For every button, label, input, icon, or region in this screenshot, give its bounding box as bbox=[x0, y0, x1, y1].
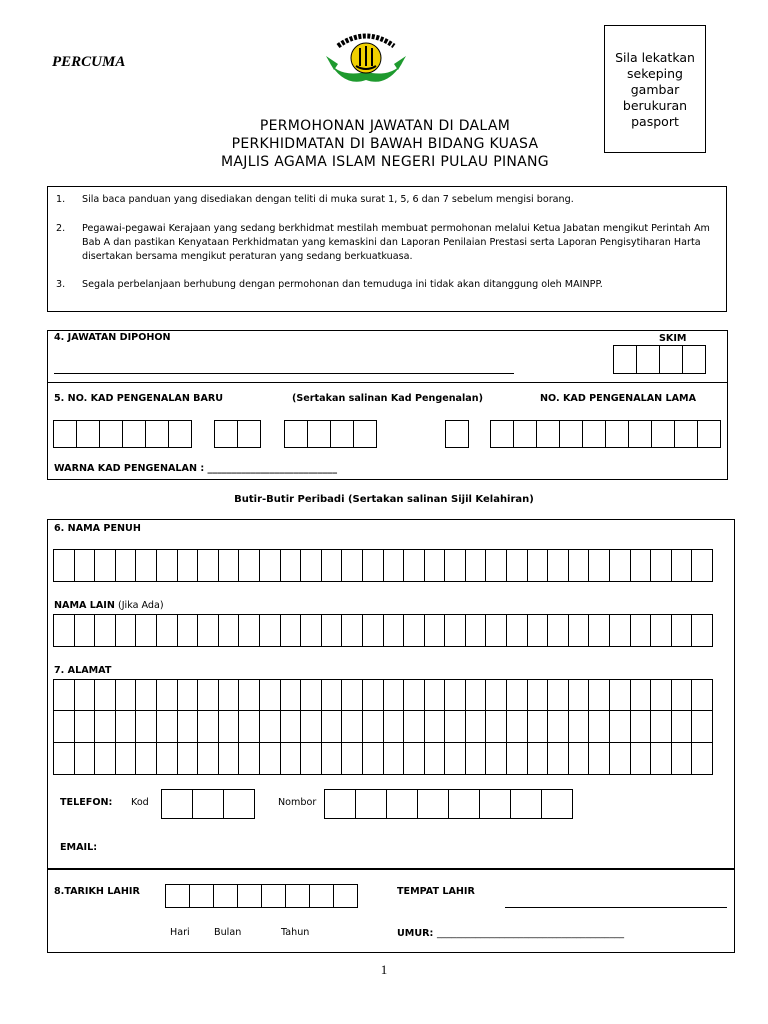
char-box[interactable] bbox=[691, 549, 713, 582]
char-box[interactable] bbox=[261, 884, 286, 908]
job-applied-input[interactable] bbox=[54, 373, 514, 374]
job-applied-label: 4. JAWATAN DIPOHON bbox=[54, 332, 171, 343]
instruction-item bbox=[56, 193, 716, 207]
char-box[interactable] bbox=[321, 549, 343, 582]
char-box[interactable] bbox=[168, 420, 192, 448]
char-box[interactable] bbox=[280, 710, 302, 743]
char-box[interactable] bbox=[403, 614, 425, 647]
char-box[interactable] bbox=[177, 549, 199, 582]
char-box[interactable] bbox=[691, 679, 713, 711]
char-box[interactable] bbox=[353, 420, 377, 448]
char-box[interactable] bbox=[237, 884, 262, 908]
char-box[interactable] bbox=[307, 420, 331, 448]
char-box[interactable] bbox=[510, 789, 542, 819]
char-box[interactable] bbox=[650, 614, 672, 647]
char-box[interactable] bbox=[465, 549, 487, 582]
char-box[interactable] bbox=[238, 679, 260, 711]
char-box[interactable] bbox=[506, 742, 528, 775]
char-box[interactable] bbox=[485, 710, 507, 743]
char-box[interactable] bbox=[238, 549, 260, 582]
char-box[interactable] bbox=[465, 679, 487, 711]
birth-date-label: 8.TARIKH LAHIR bbox=[54, 886, 140, 897]
form-title-line: PERMOHONAN JAWATAN DI DALAM bbox=[259, 118, 511, 134]
char-box[interactable] bbox=[115, 710, 137, 743]
char-box[interactable] bbox=[135, 679, 157, 711]
char-box[interactable] bbox=[218, 742, 240, 775]
char-box[interactable] bbox=[485, 679, 507, 711]
char-box[interactable] bbox=[444, 614, 466, 647]
ic-color-field[interactable]: WARNA KAD PENGENALAN : ___________________________ bbox=[54, 463, 338, 474]
char-box[interactable] bbox=[671, 549, 693, 582]
char-box[interactable] bbox=[403, 549, 425, 582]
char-box[interactable] bbox=[280, 549, 302, 582]
char-box[interactable] bbox=[386, 789, 418, 819]
char-box[interactable] bbox=[547, 549, 569, 582]
char-box[interactable] bbox=[630, 742, 652, 775]
char-box[interactable] bbox=[284, 420, 308, 448]
char-box[interactable] bbox=[630, 710, 652, 743]
char-box[interactable] bbox=[259, 679, 281, 711]
char-box[interactable] bbox=[541, 789, 573, 819]
old-ic-boxes[interactable] bbox=[490, 420, 720, 448]
phone-number-boxes[interactable] bbox=[324, 789, 572, 819]
mainpp-logo bbox=[324, 26, 408, 92]
char-box[interactable] bbox=[547, 679, 569, 711]
char-box[interactable] bbox=[682, 345, 706, 374]
char-box[interactable] bbox=[547, 742, 569, 775]
full-name-boxes[interactable] bbox=[53, 549, 712, 582]
char-box[interactable] bbox=[330, 420, 354, 448]
new-ic-boxes-3[interactable] bbox=[284, 420, 376, 448]
char-box[interactable] bbox=[324, 789, 356, 819]
photo-instruction-line: gambar bbox=[630, 82, 680, 97]
char-box[interactable] bbox=[424, 742, 446, 775]
char-box[interactable] bbox=[161, 789, 193, 819]
email-label: EMAIL: bbox=[60, 842, 98, 853]
char-box[interactable] bbox=[568, 614, 590, 647]
photo-instruction-line: sekeping bbox=[627, 66, 683, 81]
char-box[interactable] bbox=[527, 742, 549, 775]
char-box[interactable] bbox=[547, 614, 569, 647]
char-box[interactable] bbox=[691, 710, 713, 743]
char-box[interactable] bbox=[588, 710, 610, 743]
char-box[interactable] bbox=[424, 710, 446, 743]
char-box[interactable] bbox=[465, 710, 487, 743]
char-box[interactable] bbox=[671, 742, 693, 775]
char-box[interactable] bbox=[74, 710, 96, 743]
char-box[interactable] bbox=[115, 614, 137, 647]
char-box[interactable] bbox=[650, 679, 672, 711]
char-box[interactable] bbox=[321, 614, 343, 647]
char-box[interactable] bbox=[424, 549, 446, 582]
char-box[interactable] bbox=[362, 742, 384, 775]
char-box[interactable] bbox=[135, 549, 157, 582]
ic-copy-note: (Sertakan salinan Kad Pengenalan) bbox=[292, 393, 483, 404]
char-box[interactable] bbox=[609, 614, 631, 647]
photo-instruction-line: pasport bbox=[631, 114, 679, 129]
other-name-label bbox=[54, 600, 164, 611]
char-box[interactable] bbox=[362, 710, 384, 743]
char-box[interactable] bbox=[568, 679, 590, 711]
char-box[interactable] bbox=[691, 614, 713, 647]
phone-label: TELEFON: bbox=[60, 797, 113, 808]
skim-label: SKIM bbox=[659, 333, 687, 344]
char-box[interactable] bbox=[213, 884, 238, 908]
char-box[interactable] bbox=[568, 742, 590, 775]
char-box[interactable] bbox=[424, 614, 446, 647]
char-box[interactable] bbox=[74, 549, 96, 582]
char-box[interactable] bbox=[527, 710, 549, 743]
char-box[interactable] bbox=[197, 614, 219, 647]
char-box[interactable] bbox=[189, 884, 214, 908]
age-input[interactable]: _______________________________________ bbox=[437, 928, 625, 939]
char-box[interactable] bbox=[588, 549, 610, 582]
char-box[interactable] bbox=[588, 614, 610, 647]
char-box[interactable] bbox=[238, 710, 260, 743]
char-box[interactable] bbox=[214, 420, 238, 448]
char-box[interactable] bbox=[659, 345, 683, 374]
instruction-number: 1. bbox=[56, 194, 66, 205]
char-box[interactable] bbox=[362, 679, 384, 711]
char-box[interactable] bbox=[94, 614, 116, 647]
char-box[interactable] bbox=[485, 614, 507, 647]
char-box[interactable] bbox=[609, 710, 631, 743]
char-box[interactable] bbox=[403, 710, 425, 743]
divider bbox=[47, 382, 728, 383]
char-box[interactable] bbox=[94, 710, 116, 743]
char-box[interactable] bbox=[527, 549, 549, 582]
char-box[interactable] bbox=[177, 710, 199, 743]
char-box[interactable] bbox=[300, 710, 322, 743]
char-box[interactable] bbox=[636, 345, 660, 374]
instruction-item bbox=[56, 278, 716, 292]
instructions-box bbox=[47, 186, 727, 312]
char-box[interactable] bbox=[115, 742, 137, 775]
char-box[interactable] bbox=[94, 742, 116, 775]
char-box[interactable] bbox=[650, 549, 672, 582]
char-box[interactable] bbox=[444, 549, 466, 582]
char-box[interactable] bbox=[197, 549, 219, 582]
char-box[interactable] bbox=[53, 679, 75, 711]
month-label: Bulan bbox=[214, 927, 242, 938]
char-box[interactable] bbox=[355, 789, 387, 819]
char-box[interactable] bbox=[94, 549, 116, 582]
char-box[interactable] bbox=[671, 614, 693, 647]
old-ic-label: NO. KAD PENGENALAN LAMA bbox=[540, 393, 697, 404]
char-box[interactable] bbox=[53, 742, 75, 775]
char-box[interactable] bbox=[74, 614, 96, 647]
char-box[interactable] bbox=[259, 614, 281, 647]
old-ic-prefix-box[interactable] bbox=[445, 420, 468, 448]
phone-number-label: Nombor bbox=[278, 797, 317, 808]
char-box[interactable] bbox=[341, 614, 363, 647]
address-boxes-row-1[interactable] bbox=[53, 679, 712, 711]
char-box[interactable] bbox=[321, 679, 343, 711]
char-box[interactable] bbox=[218, 549, 240, 582]
char-box[interactable] bbox=[568, 549, 590, 582]
instruction-item bbox=[56, 222, 716, 264]
char-box[interactable] bbox=[674, 420, 698, 448]
other-name-boxes[interactable] bbox=[53, 614, 712, 647]
birth-section bbox=[47, 869, 735, 953]
char-box[interactable] bbox=[122, 420, 146, 448]
year-label: Tahun bbox=[281, 927, 310, 938]
char-box[interactable] bbox=[177, 742, 199, 775]
char-box[interactable] bbox=[444, 710, 466, 743]
page-number: 1 bbox=[380, 962, 388, 977]
char-box[interactable] bbox=[691, 742, 713, 775]
char-box[interactable] bbox=[321, 710, 343, 743]
char-box[interactable] bbox=[300, 614, 322, 647]
char-box[interactable] bbox=[536, 420, 560, 448]
photo-instruction-line: berukuran bbox=[622, 98, 688, 113]
char-box[interactable] bbox=[341, 710, 363, 743]
instruction-text: Sila baca panduan yang disediakan dengan teliti di muka surat 1, 5, 6 dan 7 sebelum mengisi borang. bbox=[82, 194, 574, 205]
char-box[interactable] bbox=[218, 710, 240, 743]
char-box[interactable] bbox=[448, 789, 480, 819]
skim-boxes[interactable] bbox=[613, 345, 705, 374]
char-box[interactable] bbox=[53, 549, 75, 582]
full-name-label: 6. NAMA PENUH bbox=[54, 523, 141, 534]
char-box[interactable] bbox=[165, 884, 190, 908]
char-box[interactable] bbox=[582, 420, 606, 448]
day-label: Hari bbox=[170, 927, 190, 938]
form-title-line: PERKHIDMATAN DI BAWAH BIDANG KUASA bbox=[231, 136, 539, 152]
char-box[interactable] bbox=[383, 742, 405, 775]
char-box[interactable] bbox=[135, 614, 157, 647]
char-box[interactable] bbox=[485, 549, 507, 582]
char-box[interactable] bbox=[177, 614, 199, 647]
char-box[interactable] bbox=[609, 679, 631, 711]
char-box[interactable] bbox=[444, 742, 466, 775]
char-box[interactable] bbox=[362, 549, 384, 582]
char-box[interactable] bbox=[333, 884, 358, 908]
char-box[interactable] bbox=[53, 420, 77, 448]
char-box[interactable] bbox=[513, 420, 537, 448]
address-label: 7. ALAMAT bbox=[54, 665, 112, 676]
char-box[interactable] bbox=[630, 549, 652, 582]
char-box[interactable] bbox=[383, 679, 405, 711]
char-box[interactable] bbox=[506, 614, 528, 647]
char-box[interactable] bbox=[309, 884, 334, 908]
char-box[interactable] bbox=[588, 742, 610, 775]
char-box[interactable] bbox=[547, 710, 569, 743]
char-box[interactable] bbox=[259, 549, 281, 582]
char-box[interactable] bbox=[300, 679, 322, 711]
char-box[interactable] bbox=[156, 742, 178, 775]
char-box[interactable] bbox=[630, 614, 652, 647]
char-box[interactable] bbox=[341, 742, 363, 775]
char-box[interactable] bbox=[613, 345, 637, 374]
char-box[interactable] bbox=[527, 614, 549, 647]
new-ic-boxes-1[interactable] bbox=[53, 420, 191, 448]
char-box[interactable] bbox=[238, 742, 260, 775]
char-box[interactable] bbox=[218, 614, 240, 647]
char-box[interactable] bbox=[285, 884, 310, 908]
char-box[interactable] bbox=[300, 742, 322, 775]
char-box[interactable] bbox=[465, 614, 487, 647]
char-box[interactable] bbox=[74, 742, 96, 775]
char-box[interactable] bbox=[321, 742, 343, 775]
char-box[interactable] bbox=[115, 679, 137, 711]
char-box[interactable] bbox=[237, 420, 261, 448]
char-box[interactable] bbox=[192, 789, 224, 819]
char-box[interactable] bbox=[490, 420, 514, 448]
char-box[interactable] bbox=[99, 420, 123, 448]
address-boxes-row-2[interactable] bbox=[53, 710, 712, 743]
char-box[interactable] bbox=[197, 742, 219, 775]
area-code-boxes[interactable] bbox=[161, 789, 254, 819]
other-name-text: NAMA LAIN bbox=[54, 600, 115, 611]
char-box[interactable] bbox=[609, 549, 631, 582]
char-box[interactable] bbox=[527, 679, 549, 711]
char-box[interactable] bbox=[479, 789, 511, 819]
char-box[interactable] bbox=[671, 710, 693, 743]
char-box[interactable] bbox=[650, 742, 672, 775]
char-box[interactable] bbox=[177, 679, 199, 711]
other-name-note: (Jika Ada) bbox=[114, 600, 164, 611]
instruction-number: 3. bbox=[56, 279, 66, 290]
photo-instruction-line: Sila lekatkan bbox=[615, 50, 695, 65]
char-box[interactable] bbox=[197, 710, 219, 743]
char-box[interactable] bbox=[559, 420, 583, 448]
char-box[interactable] bbox=[506, 549, 528, 582]
char-box[interactable] bbox=[280, 679, 302, 711]
char-box[interactable] bbox=[341, 679, 363, 711]
char-box[interactable] bbox=[671, 679, 693, 711]
char-box[interactable] bbox=[628, 420, 652, 448]
char-box[interactable] bbox=[445, 420, 469, 448]
personal-details-heading: Butir-Butir Peribadi (Sertakan salinan Sijil Kelahiran) bbox=[234, 494, 534, 505]
char-box[interactable] bbox=[383, 549, 405, 582]
form-title-line: MAJLIS AGAMA ISLAM NEGERI PULAU PINANG bbox=[221, 154, 549, 170]
char-box[interactable] bbox=[630, 679, 652, 711]
char-box[interactable] bbox=[465, 742, 487, 775]
instruction-text: Segala perbelanjaan berhubung dengan permohonan dan temuduga ini tidak akan ditanggung oleh MAINPP. bbox=[82, 279, 603, 290]
free-label: PERCUMA bbox=[52, 54, 126, 70]
char-box[interactable] bbox=[383, 710, 405, 743]
char-box[interactable] bbox=[403, 742, 425, 775]
char-box[interactable] bbox=[135, 742, 157, 775]
new-ic-label: 5. NO. KAD PENGENALAN BARU bbox=[54, 393, 224, 404]
char-box[interactable] bbox=[605, 420, 629, 448]
char-box[interactable] bbox=[383, 614, 405, 647]
char-box[interactable] bbox=[424, 679, 446, 711]
char-box[interactable] bbox=[362, 614, 384, 647]
char-box[interactable] bbox=[506, 679, 528, 711]
char-box[interactable] bbox=[156, 549, 178, 582]
char-box[interactable] bbox=[145, 420, 169, 448]
char-box[interactable] bbox=[341, 549, 363, 582]
char-box[interactable] bbox=[609, 742, 631, 775]
char-box[interactable] bbox=[280, 742, 302, 775]
char-box[interactable] bbox=[223, 789, 255, 819]
char-box[interactable] bbox=[156, 710, 178, 743]
birth-date-boxes[interactable] bbox=[165, 884, 357, 908]
char-box[interactable] bbox=[53, 710, 75, 743]
birth-place-input[interactable] bbox=[505, 907, 727, 908]
char-box[interactable] bbox=[218, 679, 240, 711]
new-ic-boxes-2[interactable] bbox=[214, 420, 260, 448]
birth-place-label: TEMPAT LAHIR bbox=[397, 886, 475, 897]
char-box[interactable] bbox=[280, 614, 302, 647]
char-box[interactable] bbox=[588, 679, 610, 711]
char-box[interactable] bbox=[403, 679, 425, 711]
instruction-number: 2. bbox=[56, 223, 66, 234]
char-box[interactable] bbox=[568, 710, 590, 743]
char-box[interactable] bbox=[94, 679, 116, 711]
char-box[interactable] bbox=[76, 420, 100, 448]
char-box[interactable] bbox=[651, 420, 675, 448]
char-box[interactable] bbox=[197, 679, 219, 711]
char-box[interactable] bbox=[156, 679, 178, 711]
char-box[interactable] bbox=[238, 614, 260, 647]
area-code-label: Kod bbox=[131, 797, 149, 808]
char-box[interactable] bbox=[417, 789, 449, 819]
char-box[interactable] bbox=[485, 742, 507, 775]
char-box[interactable] bbox=[259, 710, 281, 743]
char-box[interactable] bbox=[115, 549, 137, 582]
char-box[interactable] bbox=[74, 679, 96, 711]
char-box[interactable] bbox=[697, 420, 721, 448]
address-boxes-row-3[interactable] bbox=[53, 742, 712, 775]
age-label: UMUR: bbox=[397, 928, 434, 939]
char-box[interactable] bbox=[259, 742, 281, 775]
char-box[interactable] bbox=[506, 710, 528, 743]
char-box[interactable] bbox=[300, 549, 322, 582]
char-box[interactable] bbox=[156, 614, 178, 647]
char-box[interactable] bbox=[444, 679, 466, 711]
char-box[interactable] bbox=[53, 614, 75, 647]
char-box[interactable] bbox=[650, 710, 672, 743]
instruction-text: Pegawai-pegawai Kerajaan yang sedang berkhidmat mestilah membuat permohonan melalui Ketua Jabatan mengikut Perintah Am Bab A dan pastikan Kenyataan Perkhidmatan yang kemaskini dan Laporan Penilaian Prestasi serta Laporan Pengisytiharan Harta disertakan bersama mengikut peraturan yang sedang berkuatkuasa. bbox=[82, 223, 710, 262]
char-box[interactable] bbox=[135, 710, 157, 743]
